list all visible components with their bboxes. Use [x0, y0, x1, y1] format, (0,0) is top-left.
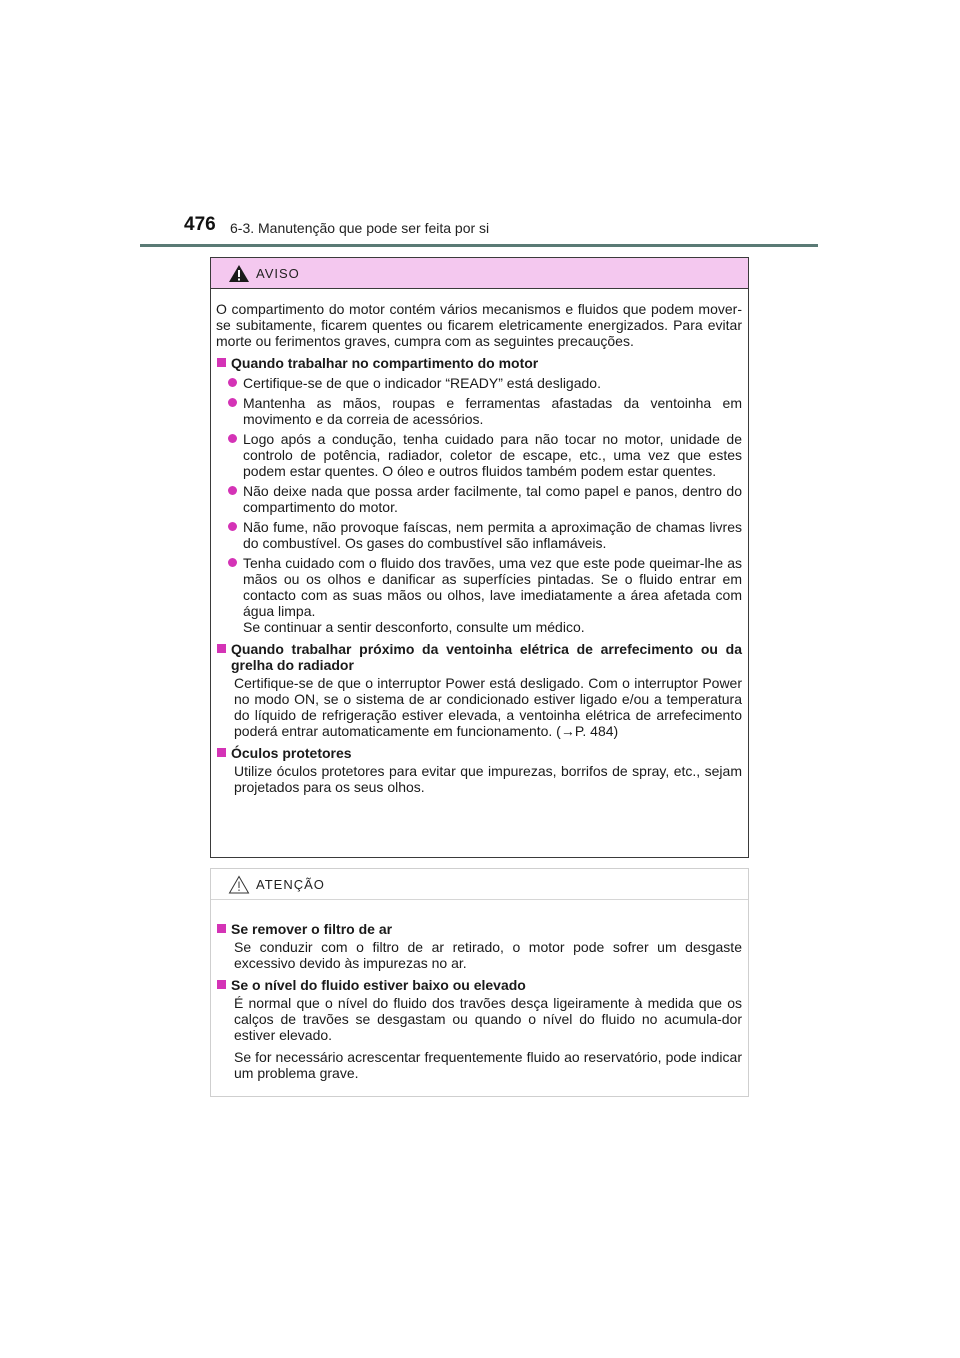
warning-header — [211, 258, 748, 289]
section-heading — [216, 977, 742, 993]
section-paragraph: Se conduzir com o filtro de ar retirado, o motor pode sofrer um desgaste excessivo devido às impurezas no ar. — [234, 939, 742, 971]
list-item — [216, 375, 742, 391]
round-bullet-icon — [228, 558, 237, 567]
bullet-line: Se continuar a sentir desconforto, consulte um médico. — [243, 619, 585, 635]
heading-text: Se remover o filtro de ar — [231, 921, 393, 937]
bullet-line: Tenha cuidado com o fluido dos travões, uma vez que este pode queimar-lhe as mãos ou os olhos e danificar as superfícies pintadas. Se o fluido entrar em contacto com as suas mãos ou olhos, lave imediatamente a área afetada com água limpa. — [243, 555, 742, 619]
round-bullet-icon — [228, 398, 237, 407]
bullet-text: Não deixe nada que possa arder facilmente, tal como papel e panos, dentro do compartimento do motor. — [243, 483, 742, 515]
list-item — [216, 519, 742, 551]
round-bullet-icon — [228, 378, 237, 387]
warning-triangle-icon — [228, 264, 250, 283]
section-title: 6-3. Manutenção que pode ser feita por si — [230, 220, 490, 236]
warning-box — [210, 257, 749, 858]
warning-intro: O compartimento do motor contém vários mecanismos e fluidos que podem mover-se subitamente, ficarem quentes ou ficarem eletricamente energizados. Para evitar morte ou ferimentos graves, cumpra com as seguintes precauções. — [216, 301, 742, 349]
warning-title: AVISO — [256, 265, 300, 281]
square-bullet-icon — [217, 644, 226, 653]
round-bullet-icon — [228, 434, 237, 443]
page-number: 476 — [184, 214, 216, 235]
section-paragraph: É normal que o nível do fluido dos travões desça ligeiramente à medida que os calços de travões se desgastam ou quando o nível do fluido no acumula-dor estiver elevado. — [234, 995, 742, 1043]
bullet-text: Certifique-se de que o indicador “READY” está desligado. — [243, 375, 601, 391]
section-paragraph: Utilize óculos protetores para evitar que impurezas, borrifos de spray, etc., sejam projetados para os seus olhos. — [234, 763, 742, 795]
heading-text: Quando trabalhar no compartimento do motor — [231, 355, 539, 371]
heading-text: Se o nível do fluido estiver baixo ou elevado — [231, 977, 526, 993]
caution-title: ATENÇÃO — [256, 876, 325, 892]
header-rule — [140, 244, 818, 247]
section-heading — [216, 355, 742, 371]
square-bullet-icon — [217, 748, 226, 757]
heading-text: Óculos protetores — [231, 745, 352, 761]
list-item — [216, 555, 742, 635]
bullet-text — [243, 555, 742, 635]
caution-triangle-icon — [228, 875, 250, 894]
section-heading — [216, 745, 742, 761]
section-paragraph: Certifique-se de que o interruptor Power está desligado. Com o interruptor Power no modo ON, se o sistema de ar condicionado estiver ligado e/ou a temperatura do líquido de refrigeração estiver elevada, a ventoinha elétrica de arrefecimento poderá entrar automaticamente em funcionamento. (→P. 484) — [234, 675, 742, 739]
section-heading — [216, 641, 742, 673]
list-item — [216, 483, 742, 515]
square-bullet-icon — [217, 980, 226, 989]
bullet-text: Não fume, não provoque faíscas, nem permita a aproximação de chamas livres do combustível. Os gases do combustível são inflamáveis. — [243, 519, 742, 551]
heading-text: Quando trabalhar próximo da ventoinha elétrica de arrefecimento ou da grelha do radiador — [231, 641, 742, 673]
list-item — [216, 395, 742, 427]
square-bullet-icon — [217, 924, 226, 933]
square-bullet-icon — [217, 358, 226, 367]
section-paragraph: Se for necessário acrescentar frequentemente fluido ao reservatório, pode indicar um problema grave. — [234, 1049, 742, 1081]
section-heading — [216, 921, 742, 937]
caution-header — [211, 869, 748, 900]
bullet-text: Mantenha as mãos, roupas e ferramentas afastadas da ventoinha em movimento e da correia de acessórios. — [243, 395, 742, 427]
bullet-text: Logo após a condução, tenha cuidado para não tocar no motor, unidade de controlo de potência, radiador, coletor de escape, etc., uma vez que estes podem estar quentes. O óleo e outros fluidos também podem estar quentes. — [243, 431, 742, 479]
round-bullet-icon — [228, 522, 237, 531]
list-item — [216, 431, 742, 479]
caution-box — [210, 868, 749, 1097]
round-bullet-icon — [228, 486, 237, 495]
